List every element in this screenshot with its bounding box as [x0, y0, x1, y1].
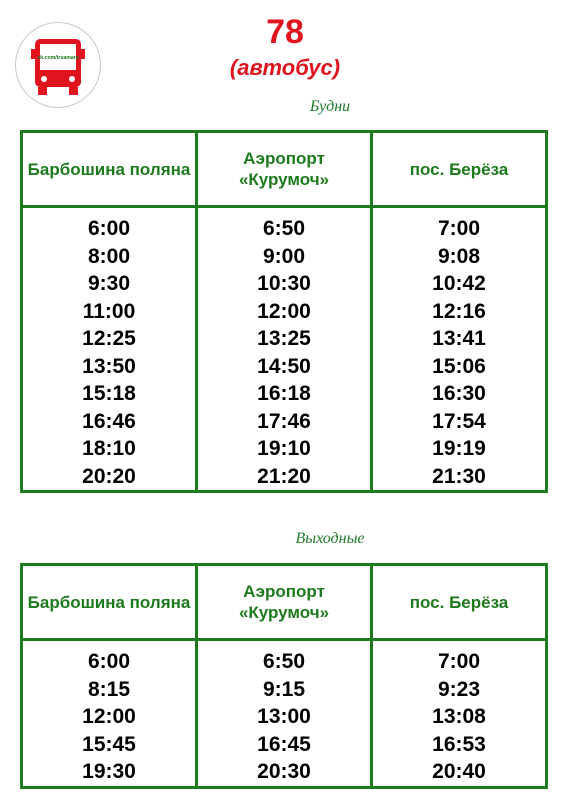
departure-time: 13:25: [257, 327, 311, 350]
departure-time: 19:19: [432, 437, 486, 460]
departure-time: 8:00: [87, 244, 131, 268]
departure-time: 13:00: [257, 705, 311, 728]
departure-time: 21:20: [257, 464, 311, 488]
route-type: (автобус): [229, 55, 341, 80]
weekdays-label: Будни: [309, 98, 351, 115]
departure-time: 9:23: [437, 677, 481, 701]
departure-time: 16:53: [432, 732, 486, 756]
departure-time: 15:18: [82, 382, 136, 405]
departure-time: 9:00: [262, 244, 306, 268]
logo-text: vk.com/trsamara: [37, 55, 79, 61]
departure-time: 7:00: [437, 217, 481, 240]
departure-time: 8:15: [87, 677, 131, 701]
weekdays-header-row: [23, 133, 545, 208]
departure-time: 16:18: [257, 382, 311, 405]
weekends-header-row: [23, 566, 545, 641]
route-number: 78: [266, 13, 304, 51]
departure-time: 19:30: [82, 760, 136, 783]
weekends-column-airport: [195, 641, 370, 786]
weekdays-timetable: [20, 130, 548, 493]
departure-time: 16:45: [257, 732, 311, 756]
weekends-body: [23, 641, 545, 786]
weekends-header-barboshina: Барбошина поляна: [27, 592, 191, 612]
departure-time: 20:30: [257, 760, 311, 783]
weekdays-column-barboshina: [23, 208, 195, 490]
departure-time: 7:00: [437, 650, 481, 673]
weekdays-column-bereza: [370, 208, 545, 490]
departure-time: 17:54: [432, 409, 486, 433]
departure-time: 21:30: [432, 464, 486, 488]
departure-time: 6:50: [262, 217, 306, 240]
departure-time: 12:16: [432, 299, 486, 323]
weekdays-header-bereza: пос. Берёза: [370, 133, 545, 205]
departure-time: 20:40: [432, 760, 486, 783]
weekends-header-airport: Аэропорт «Курумоч»: [195, 566, 370, 638]
departure-time: 9:30: [87, 272, 131, 295]
departure-time: 9:08: [437, 244, 481, 268]
departure-time: 18:10: [82, 437, 136, 460]
departure-time: 15:06: [432, 354, 486, 378]
departure-time: 6:00: [87, 217, 131, 240]
departure-time: 6:00: [87, 650, 131, 673]
weekdays-header-barboshina: Барбошина поляна: [27, 159, 191, 179]
departure-time: 13:08: [432, 705, 486, 728]
departure-time: 12:00: [257, 299, 311, 323]
weekdays-header-airport: Аэропорт «Курумоч»: [195, 133, 370, 205]
departure-time: 13:41: [432, 327, 486, 350]
weekdays-column-airport: [195, 208, 370, 490]
departure-time: 12:25: [82, 327, 136, 350]
departure-time: 6:50: [262, 650, 306, 673]
weekends-column-barboshina: [23, 641, 195, 786]
departure-time: 10:30: [257, 272, 311, 295]
departure-time: 10:42: [432, 272, 486, 295]
departure-time: 20:20: [82, 464, 136, 488]
weekends-header-bereza: пос. Берёза: [370, 566, 545, 638]
weekends-timetable: [20, 563, 548, 789]
departure-time: 9:15: [262, 677, 306, 701]
departure-time: 12:00: [82, 705, 136, 728]
departure-time: 17:46: [257, 409, 311, 433]
departure-time: 11:00: [82, 299, 136, 323]
departure-time: 14:50: [257, 354, 311, 378]
departure-time: 16:30: [432, 382, 486, 405]
weekends-label: Выходные: [295, 530, 365, 547]
weekends-column-bereza: [370, 641, 545, 786]
weekdays-body: [23, 208, 545, 490]
departure-time: 16:46: [82, 409, 136, 433]
departure-time: 15:45: [82, 732, 136, 756]
departure-time: 13:50: [82, 354, 136, 378]
departure-time: 19:10: [257, 437, 311, 460]
